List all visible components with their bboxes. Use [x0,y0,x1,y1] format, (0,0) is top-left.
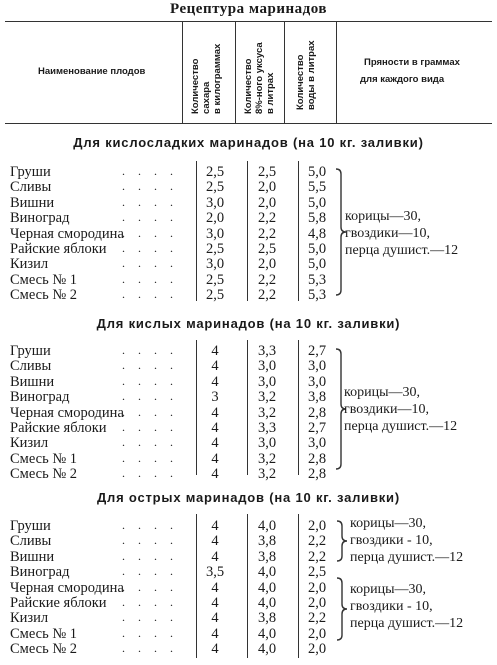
fruit-name: Смесь № 2 [10,466,78,483]
vinegar-value: 3,0 [257,358,277,375]
table-row [0,451,497,467]
fruit-name: Смесь № 2 [10,641,78,658]
dot-leader: .... [122,404,186,419]
water-value: 2,5 [307,564,327,581]
dot-leader: .... [122,210,186,225]
vinegar-value: 3,8 [257,610,277,627]
fruit-name: Кизил [10,435,49,452]
spice-line: корицы—30, [350,516,426,531]
vinegar-value: 3,3 [257,343,277,359]
fruit-name: Черная смородина [10,225,124,242]
table-row [0,343,497,359]
header-water: Количество воды в литрах [295,40,317,110]
sugar-value: 4 [211,625,219,642]
vinegar-value: 4,0 [257,579,277,596]
table-row [0,358,497,374]
spice-line: корицы—30, [350,582,426,597]
fruit-name: Райские яблоки [10,595,107,611]
header-sugar: Количество сахара в килограммах [190,43,223,114]
fruit-name: Виноград [10,210,70,227]
fruit-name: Черная смородина [10,404,124,421]
dot-leader: .... [122,164,186,178]
header-divider [182,21,183,123]
water-value: 2,0 [307,595,327,611]
dot-leader: .... [122,358,186,373]
sugar-value: 4 [211,533,219,550]
water-value: 2,8 [307,404,327,421]
dot-leader: .... [122,610,186,625]
water-value: 4,8 [307,225,327,242]
table-row [0,435,497,451]
sugar-value: 3 [211,389,219,406]
water-value: 5,0 [307,194,327,211]
sugar-value: 4 [211,373,219,390]
column-rule [196,514,197,658]
table-row [0,179,497,195]
spices-note [350,515,463,566]
vinegar-value: 3,8 [257,533,277,550]
water-value: 5,0 [307,241,327,257]
vinegar-value: 4,0 [257,564,277,581]
spices-note [344,384,457,435]
sugar-value: 2,5 [205,241,225,257]
dot-leader: .... [122,625,186,640]
water-value: 2,0 [307,641,327,658]
section-title: Для кислых маринадов (на 10 кг. заливки) [96,316,401,331]
dot-leader: .... [122,641,186,656]
fruit-name: Сливы [10,179,52,196]
vinegar-value: 3,0 [257,435,277,452]
fruit-name: Райские яблоки [10,241,107,257]
header-divider [284,21,285,123]
fruit-name: Смесь № 2 [10,287,78,304]
dot-leader: .... [122,194,186,209]
header-top-rule [5,21,492,22]
sugar-value: 4 [211,610,219,627]
vinegar-value: 2,0 [257,179,277,196]
water-value: 5,3 [307,271,327,288]
vinegar-value: 2,0 [257,256,277,273]
water-value: 2,0 [307,625,327,642]
vinegar-value: 3,8 [257,548,277,565]
vinegar-value: 2,2 [257,287,277,304]
brace-icon [335,577,349,641]
dot-leader: .... [122,241,186,255]
water-value: 2,7 [307,420,327,436]
dot-leader: .... [122,533,186,548]
header-vinegar: Количество 8%-ного уксуса в литрах [243,42,276,114]
spices-note [345,208,458,259]
dot-leader: .... [122,287,186,302]
sugar-value: 3,5 [205,564,225,581]
column-rule [247,161,248,301]
dot-leader: .... [122,564,186,579]
vinegar-value: 2,2 [257,225,277,242]
fruit-name: Кизил [10,610,49,627]
dot-leader: .... [122,595,186,609]
dot-leader: .... [122,389,186,404]
spice-line: корицы—30, [345,209,421,224]
header-divider [336,21,337,123]
dot-leader: .... [122,435,186,450]
table-row [0,641,497,657]
fruit-name: Виноград [10,564,70,581]
fruit-name: Груши [10,164,51,180]
water-value: 3,0 [307,358,327,375]
vinegar-value: 4,0 [257,625,277,642]
sugar-value: 4 [211,579,219,596]
column-rule [298,340,299,475]
fruit-name: Вишни [10,548,55,565]
water-value: 2,2 [307,548,327,565]
spice-line: перца душист.—12 [345,243,459,258]
spice-line: перца душист.—12 [350,616,464,631]
column-rule [196,161,197,301]
spice-line: гвоздики - 10, [350,533,433,548]
table-row [0,272,497,288]
fruit-name: Груши [10,518,51,534]
column-rule [247,340,248,475]
fruit-name: Смесь № 1 [10,625,78,642]
fruit-name: Райские яблоки [10,420,107,436]
fruit-name: Смесь № 1 [10,271,78,288]
sugar-value: 2,5 [205,287,225,304]
fruit-name: Черная смородина [10,579,124,596]
dot-leader: .... [122,256,186,271]
sugar-value: 3,0 [205,256,225,273]
sugar-value: 4 [211,435,219,452]
header-spices-line2: для каждого вида [360,74,445,85]
spices-note [350,581,463,632]
table-row [0,466,497,482]
dot-leader: .... [122,373,186,388]
column-rule [298,514,299,658]
column-rule [196,340,197,475]
vinegar-value: 3,0 [257,373,277,390]
dot-leader: .... [122,271,186,286]
vinegar-value: 2,0 [257,194,277,211]
sugar-value: 4 [211,420,219,436]
sugar-value: 4 [211,343,219,359]
sugar-value: 4 [211,450,219,467]
spice-line: перца душист.—12 [350,550,464,565]
column-rule [247,514,248,658]
page-title: Рецептура маринадов [170,1,327,17]
spice-line: гвоздики—10, [345,226,430,241]
header-divider [235,21,236,123]
sugar-value: 4 [211,404,219,421]
water-value: 2,8 [307,466,327,483]
water-value: 2,0 [307,518,327,534]
vinegar-value: 3,2 [257,404,277,421]
section-title: Для острых маринадов (на 10 кг. заливки) [97,490,400,505]
sugar-value: 2,0 [205,210,225,227]
fruit-name: Груши [10,343,51,359]
fruit-name: Виноград [10,389,70,406]
dot-leader: .... [122,420,186,434]
spice-line: гвоздики - 10, [350,599,433,614]
dot-leader: .... [122,450,186,465]
water-value: 5,0 [307,256,327,273]
spice-line: перца душист.—12 [344,419,458,434]
vinegar-value: 3,2 [257,450,277,467]
water-value: 3,0 [307,373,327,390]
sugar-value: 4 [211,518,219,534]
sugar-value: 4 [211,641,219,658]
water-value: 5,3 [307,287,327,304]
water-value: 5,8 [307,210,327,227]
vinegar-value: 3,3 [257,420,277,436]
sugar-value: 3,0 [205,194,225,211]
water-value: 2,2 [307,610,327,627]
dot-leader: .... [122,548,186,563]
sugar-value: 3,0 [205,225,225,242]
sugar-value: 2,5 [205,164,225,180]
table-row [0,564,497,580]
spice-line: гвоздики—10, [344,402,429,417]
sugar-value: 4 [211,466,219,483]
header-spices-line1: Пряности в граммах [364,57,460,68]
sugar-value: 4 [211,548,219,565]
fruit-name: Вишни [10,194,55,211]
water-value: 2,8 [307,450,327,467]
header-name: Наименование плодов [38,66,146,77]
water-value: 2,2 [307,533,327,550]
sugar-value: 4 [211,595,219,611]
vinegar-value: 4,0 [257,641,277,658]
table-row [0,287,497,303]
water-value: 5,5 [307,179,327,196]
water-value: 3,8 [307,389,327,406]
header-bottom-rule [5,123,492,124]
vinegar-value: 2,5 [257,164,277,180]
vinegar-value: 4,0 [257,595,277,611]
spice-line: корицы—30, [344,385,420,400]
table-row [0,164,497,180]
fruit-name: Вишни [10,373,55,390]
vinegar-value: 2,2 [257,210,277,227]
fruit-name: Смесь № 1 [10,450,78,467]
water-value: 2,0 [307,579,327,596]
vinegar-value: 3,2 [257,389,277,406]
dot-leader: .... [122,343,186,357]
dot-leader: .... [122,518,186,532]
water-value: 5,0 [307,164,327,180]
vinegar-value: 4,0 [257,518,277,534]
brace-icon [335,520,349,562]
sugar-value: 2,5 [205,271,225,288]
fruit-name: Сливы [10,533,52,550]
sugar-value: 4 [211,358,219,375]
sugar-value: 2,5 [205,179,225,196]
vinegar-value: 2,5 [257,241,277,257]
dot-leader: .... [122,466,186,481]
dot-leader: .... [122,179,186,194]
column-rule [298,161,299,301]
dot-leader: .... [122,225,186,240]
section-title: Для кислосладких маринадов (на 10 кг. заливки) [73,135,424,150]
fruit-name: Кизил [10,256,49,273]
vinegar-value: 3,2 [257,466,277,483]
vinegar-value: 2,2 [257,271,277,288]
water-value: 2,7 [307,343,327,359]
dot-leader: .... [122,579,186,594]
water-value: 3,0 [307,435,327,452]
fruit-name: Сливы [10,358,52,375]
